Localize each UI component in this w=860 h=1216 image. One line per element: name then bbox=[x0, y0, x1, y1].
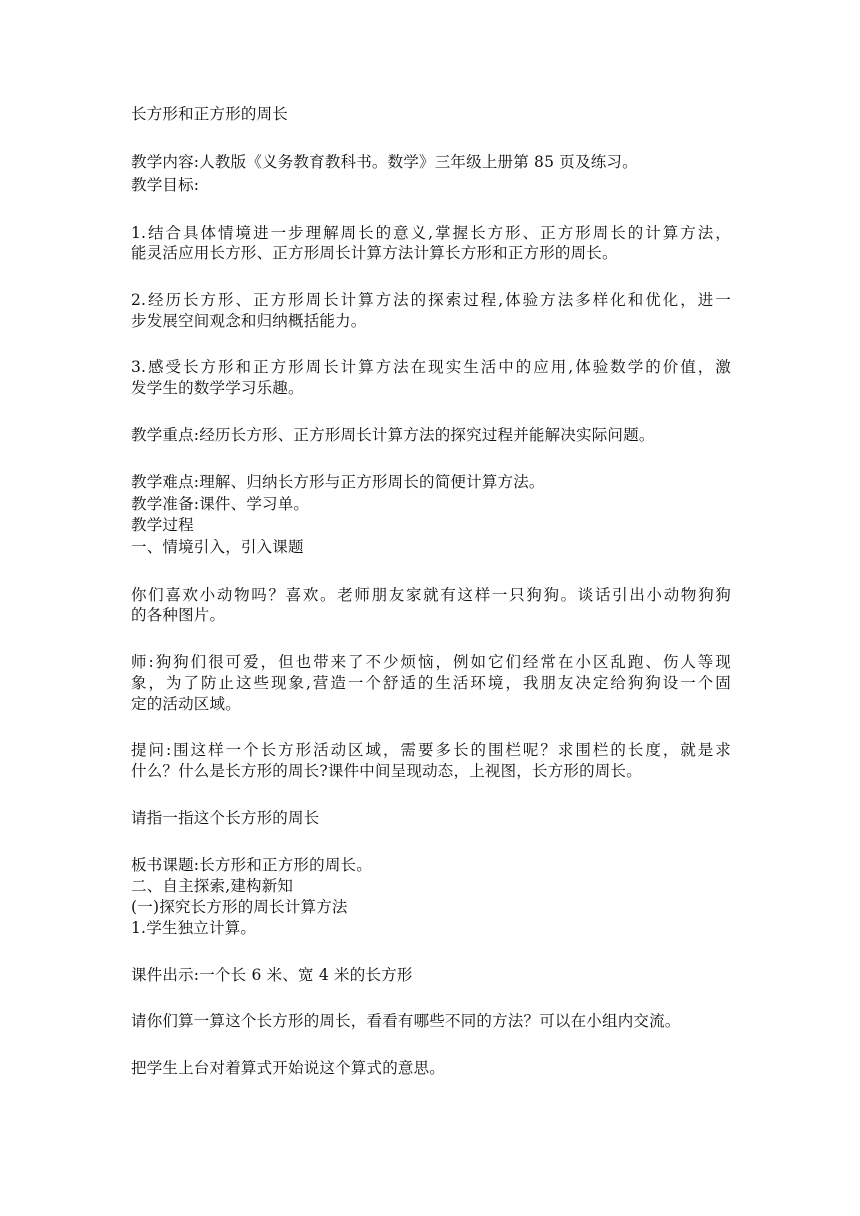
paragraph-1-line-2: 的各种图片。 bbox=[131, 606, 226, 624]
paragraph-2-line-2: 象，为了防止这些现象,营造一个舒适的生活环境，我朋友决定给狗狗设一个固 bbox=[131, 674, 731, 692]
key-point: 教学重点:经历长方形、正方形周长计算方法的探究过程并能解决实际问题。 bbox=[131, 426, 655, 444]
goal-3-line-1: 3.感受长方形和正方形周长计算方法在现实生活中的应用,体验数学的价值，激 bbox=[131, 358, 731, 376]
process-heading: 教学过程 bbox=[131, 516, 194, 534]
section-1-heading: 一、情境引入，引入课题 bbox=[131, 538, 304, 556]
paragraph-3-line-1: 提问:围这样一个长方形活动区域，需要多长的围栏呢？求围栏的长度，就是求 bbox=[131, 741, 731, 759]
document-title: 长方形和正方形的周长 bbox=[131, 105, 289, 123]
calculation-prompt: 请你们算一算这个长方形的周长，看看有哪些不同的方法？可以在小组内交流。 bbox=[131, 1012, 681, 1030]
paragraph-3-line-2: 什么？什么是长方形的周长?课件中间呈现动态，上视图，长方形的周长。 bbox=[131, 762, 642, 780]
paragraph-4: 请指一指这个长方形的周长 bbox=[131, 809, 320, 827]
goal-1-line-1: 1.结合具体情境进一步理解周长的意义,掌握长方形、正方形周长的计算方法， bbox=[131, 224, 731, 242]
student-explanation: 把学生上台对着算式开始说这个算式的意思。 bbox=[131, 1059, 446, 1077]
goal-3-line-2: 发学生的数学学习乐趣。 bbox=[131, 379, 304, 397]
section-2-heading: 二、自主探索,建构新知 bbox=[131, 877, 294, 895]
goal-2-line-2: 步发展空间观念和归纳概括能力。 bbox=[131, 312, 367, 330]
step-1: 1.学生独立计算。 bbox=[131, 919, 257, 937]
difficulty: 教学难点:理解、归纳长方形与正方形周长的简便计算方法。 bbox=[131, 473, 545, 491]
paragraph-2-line-1: 师:狗狗们很可爱，但也带来了不少烦恼，例如它们经常在小区乱跑、伤人等现 bbox=[131, 653, 731, 671]
preparation: 教学准备:课件、学习单。 bbox=[131, 495, 310, 513]
teaching-content: 教学内容:人教版《义务教育教科书。数学》三年级上册第 85 页及练习。 bbox=[131, 153, 638, 171]
paragraph-1-line-1: 你们喜欢小动物吗？喜欢。老师朋友家就有这样一只狗狗。谈话引出小动物狗狗 bbox=[131, 586, 731, 604]
board-title: 板书课题:长方形和正方形的周长。 bbox=[131, 856, 372, 874]
goal-2-line-1: 2.经历长方形、正方形周长计算方法的探索过程,体验方法多样化和优化，进一 bbox=[131, 291, 731, 309]
courseware-display: 课件出示:一个长 6 米、宽 4 米的长方形 bbox=[131, 966, 413, 984]
goal-1-line-2: 能灵活应用长方形、正方形周长计算方法计算长方形和正方形的周长。 bbox=[131, 244, 618, 262]
paragraph-2-line-3: 定的活动区域。 bbox=[131, 695, 241, 713]
subsection-1-heading: (一)探究长方形的周长计算方法 bbox=[131, 898, 348, 916]
teaching-goals-heading: 教学目标: bbox=[131, 176, 200, 194]
